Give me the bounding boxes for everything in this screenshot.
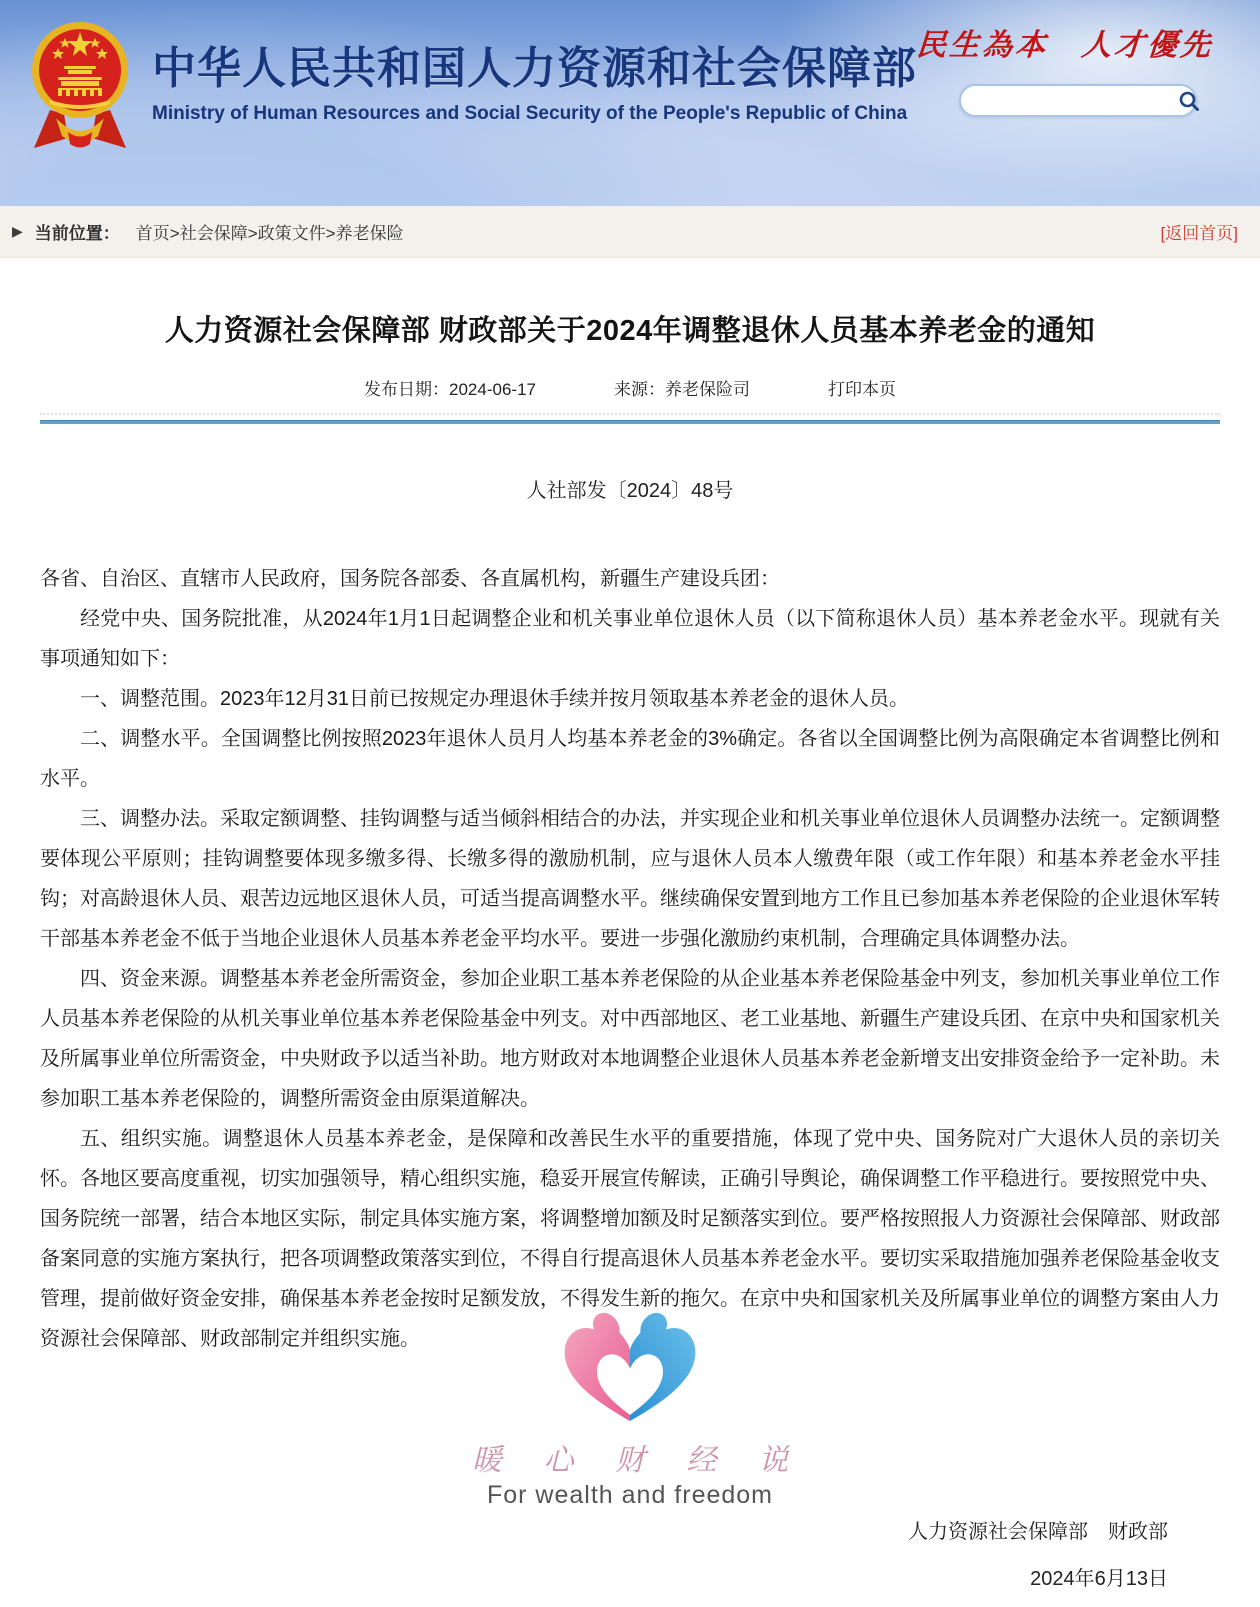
article-meta (40, 375, 1220, 400)
signature-date: 2024年6月13日 (1030, 1568, 1168, 1590)
ministry-brand[interactable] (28, 14, 917, 170)
slogan-calligraphy: 民生為本 人才優先 (915, 28, 1215, 63)
search-bar (959, 84, 1197, 117)
paragraph-item-2: 二、调整水平。全国调整比例按照2023年退休人员月人均基本养老金的3%确定。各省以全国调整比例为高限确定本省调整比例和水平。 (40, 728, 1220, 790)
site-header (0, 0, 1260, 206)
watermark-name-cn: 暖 心 财 经 说 (471, 1443, 805, 1478)
back-home-link[interactable]: [返回首页] (1160, 224, 1238, 243)
source (614, 375, 750, 400)
signature-organizations: 人力资源社会保障部 财政部 (908, 1521, 1168, 1543)
divider-solid-line (40, 420, 1220, 424)
publish-date-label: 发布日期： (364, 380, 450, 399)
document-number: 人社部发〔2024〕48号 (526, 480, 734, 502)
watermark-name-en: For wealth and freedom (486, 1481, 774, 1509)
paragraph-item-1: 一、调整范围。2023年12月31日前已按规定办理退休手续并按月领取基本养老金的退休人员。 (80, 688, 909, 710)
paragraph-item-4: 四、资金来源。调整基本养老金所需资金，参加企业职工基本养老保险的从企业基本养老保险基金中列支，参加机关事业单位工作人员基本养老保险的从机关事业单位基本养老保险基金中列支。对中西部地区、老工业基地、新疆生产建设兵团、在京中央和国家机关及所属事业单位所需资金，中央财政予以适当补助。地方财政对本地调整企业退休人员基本养老金新增支出安排资金给予一定补助。未参加职工基本养老保险的，调整所需资金由原渠道解决。 (40, 968, 1220, 1110)
search-input[interactable] (975, 86, 1178, 115)
breadcrumb (0, 206, 1260, 258)
search-button[interactable] (1178, 90, 1200, 112)
article (0, 308, 1260, 1607)
ministry-name-cn: 中华人民共和国人力资源和社会保障部 (152, 44, 917, 93)
paragraph-item-3: 三、调整办法。采取定额调整、挂钩调整与适当倾斜相结合的办法，并实现企业和机关事业单位退休人员调整办法统一。定额调整要体现公平原则；挂钩调整要体现多缴多得、长缴多得的激励机制，应与退休人员本人缴费年限（或工作年限）和基本养老金水平挂钩；对高龄退休人员、艰苦边远地区退休人员，可适当提高调整水平。继续确保安置到地方工作且已参加基本养老保险的企业退休军转干部基本养老金不低于当地企业退休人员基本养老金平均水平。要进一步强化激励约束机制，合理确定具体调整办法。 (40, 808, 1220, 950)
ministry-name-en: Ministry of Human Resources and Social Security of the People's Republic of China (152, 103, 908, 124)
signature-block (40, 1518, 1220, 1593)
breadcrumb-arrow-icon: ▶ (12, 223, 23, 239)
divider-dashed-line (40, 413, 1220, 415)
paragraph-salutation: 各省、自治区、直辖市人民政府，国务院各部委、各直属机构，新疆生产建设兵团： (40, 568, 780, 590)
title-divider (40, 413, 1220, 424)
ministry-title-block (152, 14, 917, 125)
search-icon (1178, 90, 1200, 112)
paragraph-intro: 经党中央、国务院批准，从2024年1月1日起调整企业和机关事业单位退休人员（以下简称退休人员）基本养老金水平。现就有关事项通知如下： (40, 608, 1220, 670)
article-title: 人力资源社会保障部 财政部关于2024年调整退休人员基本养老金的通知 (164, 315, 1096, 347)
article-body (40, 559, 1220, 1359)
publish-date-value: 2024-06-17 (449, 380, 536, 399)
source-value: 养老保险司 (664, 380, 750, 399)
print-link[interactable]: 打印本页 (827, 380, 896, 399)
source-label: 来源： (613, 380, 665, 399)
breadcrumb-path[interactable]: 首页>社会保障>政策文件>养老保险 (135, 224, 404, 243)
publish-date (364, 375, 536, 400)
breadcrumb-label: 当前位置： (34, 224, 120, 243)
national-emblem-icon (28, 14, 132, 170)
paragraph-item-5: 五、组织实施。调整退休人员基本养老金，是保障和改善民生水平的重要措施，体现了党中央、国务院对广大退休人员的亲切关怀。各地区要高度重视，切实加强领导，精心组织实施，稳妥开展宣传解读，正确引导舆论，确保调整工作平稳进行。要按照党中央、国务院统一部署，结合本地区实际，制定具体实施方案，将调整增加额及时足额落实到位。要严格按照报人力资源社会保障部、财政部备案同意的实施方案执行，把各项调整政策落实到位，不得自行提高退休人员基本养老金水平。要切实采取措施加强养老保险基金收支管理，提前做好资金安排，确保基本养老金按时足额发放，不得发生新的拖欠。在京中央和国家机关及所属事业单位的调整方案由人力资源社会保障部、财政部制定并组织实施。 (40, 1128, 1220, 1350)
